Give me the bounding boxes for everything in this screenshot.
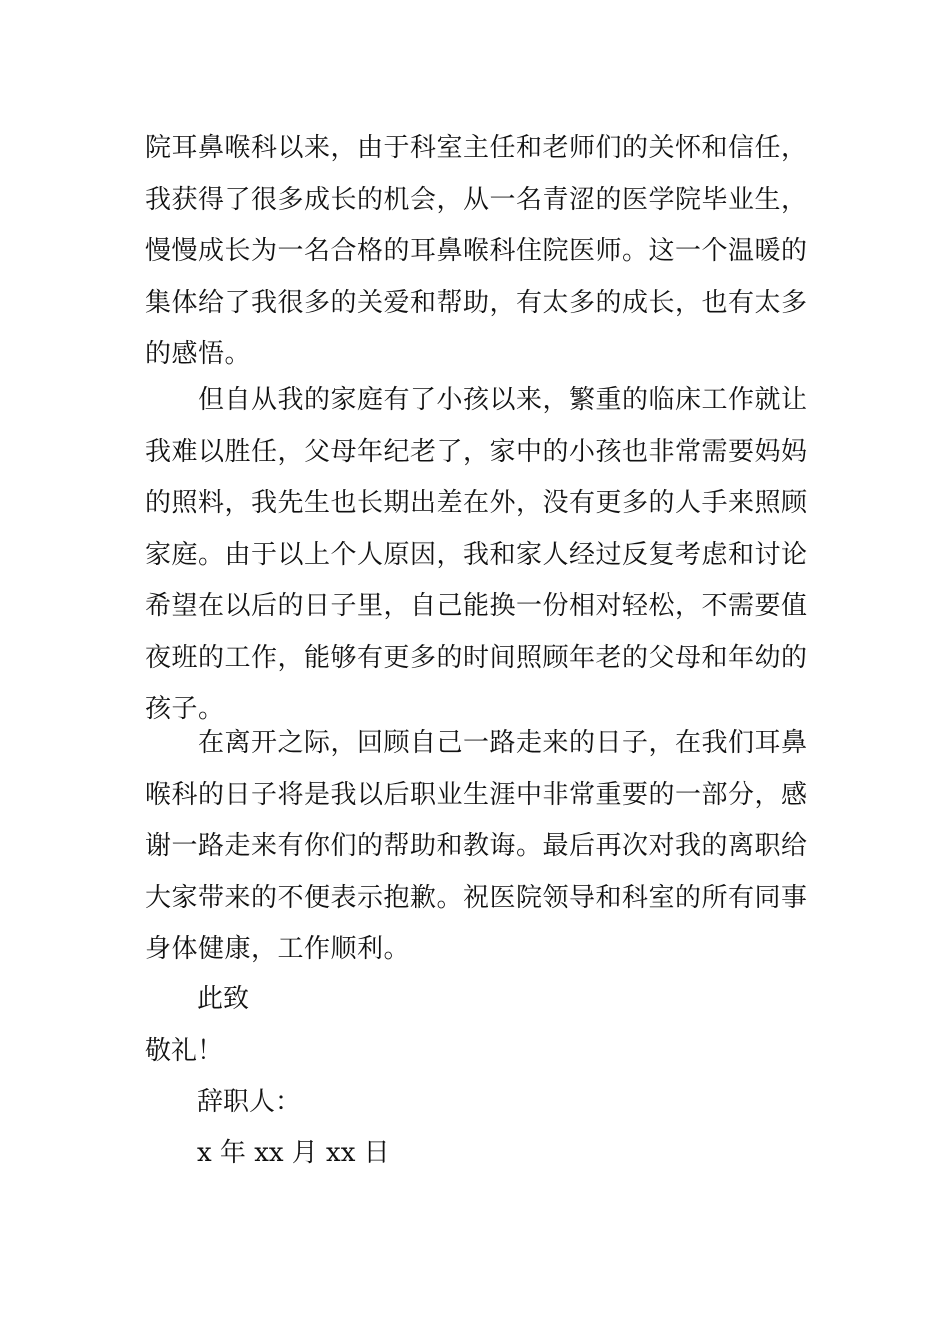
paragraph-line: 院耳鼻喉科以来，由于科室主任和老师们的关怀和信任， (145, 133, 808, 163)
paragraph-line: 家庭。由于以上个人原因，我和家人经过反复考虑和讨论 (145, 539, 808, 570)
paragraph-reason (145, 375, 807, 736)
paragraph-farewell (145, 718, 807, 976)
paragraph-gratitude (145, 123, 807, 381)
paragraph-line: 我难以胜任，父母年纪老了，家中的小孩也非常需要妈妈 (145, 436, 808, 467)
closing-salutation: 此致 (197, 984, 250, 1014)
signer-label: 辞职人： (197, 1087, 302, 1117)
paragraph-line: 我获得了很多成长的机会，从一名青涩的医学院毕业生， (145, 184, 808, 215)
closing-regards: 敬礼！ (145, 1036, 224, 1066)
paragraph-line: 身体健康，工作顺利。 (145, 934, 411, 964)
paragraph-line: 希望在以后的日子里，自己能换一份相对轻松，不需要值 (145, 591, 808, 621)
paragraph-line: 喉科的日子将是我以后职业生涯中非常重要的一部分，感 (145, 779, 808, 810)
signature-date: x 年 xx 月 xx 日 (197, 1138, 390, 1168)
paragraph-line: 的照料，我先生也长期出差在外，没有更多的人手来照顾 (145, 488, 808, 518)
paragraph-line: 孩子。 (145, 694, 225, 724)
paragraph-line: 集体给了我很多的关爱和帮助，有太多的成长，也有太多 (145, 287, 808, 318)
paragraph-line: 的感悟。 (145, 339, 252, 369)
paragraph-line: 慢慢成长为一名合格的耳鼻喉科住院医师。这一个温暖的 (145, 236, 808, 266)
paragraph-line: 在离开之际，回顾自己一路走来的日子，在我们耳鼻 (145, 728, 808, 758)
paragraph-line: 大家带来的不便表示抱歉。祝医院领导和科室的所有同事 (145, 882, 808, 913)
paragraph-line: 但自从我的家庭有了小孩以来，繁重的临床工作就让 (145, 385, 808, 415)
paragraph-line: 夜班的工作，能够有更多的时间照顾年老的父母和年幼的 (145, 642, 808, 673)
paragraph-line: 谢一路走来有你们的帮助和教诲。最后再次对我的离职给 (145, 831, 808, 861)
